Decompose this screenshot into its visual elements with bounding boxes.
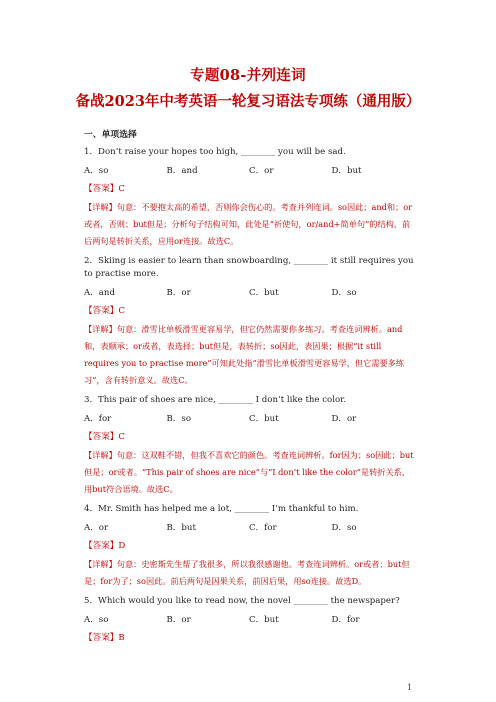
options-row	[84, 286, 414, 298]
option-b: B．and	[166, 166, 198, 176]
option-c: C．but	[249, 414, 279, 424]
option-d: D．or	[331, 414, 357, 424]
document-content	[84, 127, 414, 648]
question-stem: 3．This pair of shoes are nice, ________ I don’t like the color.	[84, 395, 347, 405]
document-title: 专题08-并列连词	[190, 67, 306, 84]
explanation-text: 【详解】句意：不要抱太高的希望，否则你会伤心的。考查并列连词。so因此；and和；or或者，否则；but但是；分析句子结构可知，此处是“祈使句，or/and+简单句”的结构，前后两句是转折关系，应用or连接。故选C。	[84, 202, 413, 246]
option-a: A．so	[84, 166, 109, 176]
question-stem: 2．Skiing is easier to learn than snowboarding, ________ it still requires you to practise more.	[84, 256, 414, 279]
question-stem: 1．Don’t raise your hopes too high, ________ you will be sad.	[84, 147, 346, 157]
question-stem: 5．Which would you like to read now, the novel ________ the newspaper?	[84, 596, 400, 606]
explanation-text: 【详解】句意：滑雪比单板滑雪更容易学，但它仍然需要你多练习。考查连词辨析。and和，表顺承；or或者，表选择；but但是，表转折；so因此，表因果；根据“it still requires you to practise more”可知此处指“滑雪比单板滑雪更容易学，但它需要多练习”，含有转折意义。故选C。	[84, 324, 405, 385]
option-d: D．so	[331, 523, 357, 533]
option-a: A．so	[84, 615, 109, 625]
options-row	[84, 412, 414, 424]
option-b: B．or	[166, 615, 191, 625]
option-c: C．but	[249, 288, 279, 298]
option-b: B．so	[166, 414, 191, 424]
option-a: A．or	[84, 523, 109, 533]
explanation-text: 【详解】句意：这双鞋不错，但我不喜欢它的颜色。考查连词辨析。for因为；so因此；but但是；or或者。“This pair of shoes are nice”与“I don’t like the color”是转折关系，用but符合语境。故选C。	[84, 450, 414, 494]
option-a: A．for	[84, 414, 112, 424]
section-heading: 一、单项选择	[84, 130, 137, 140]
option-a: A．and	[84, 288, 115, 298]
page-number: 1	[406, 683, 412, 692]
options-row	[84, 164, 414, 176]
option-d: D．for	[331, 615, 360, 625]
option-b: B．but	[166, 523, 196, 533]
answer-label: 【答案】B	[84, 633, 125, 643]
question-stem: 4．Mr. Smith has helped me a lot, ________ I’m thankful to him.	[84, 504, 359, 514]
option-d: D．but	[331, 166, 362, 176]
options-row	[84, 613, 414, 625]
answer-label: 【答案】C	[84, 184, 125, 194]
explanation-text: 【详解】句意：史密斯先生帮了我很多，所以我很感谢他。考查连词辨析。or或者；but但是；for为了；so因此。前后两句是因果关系，前因后果，用so连接。故选D。	[84, 559, 410, 586]
option-c: C．for	[249, 523, 277, 533]
answer-label: 【答案】C	[84, 432, 125, 442]
option-d: D．so	[331, 288, 357, 298]
options-row	[84, 521, 414, 533]
answer-label: 【答案】D	[84, 541, 126, 551]
option-c: C．but	[249, 615, 279, 625]
option-c: C．or	[249, 166, 274, 176]
document-subtitle: 备战2023年中考英语一轮复习语法专项练（通用版）	[75, 93, 421, 110]
answer-label: 【答案】C	[84, 306, 125, 316]
option-b: B．or	[166, 288, 191, 298]
